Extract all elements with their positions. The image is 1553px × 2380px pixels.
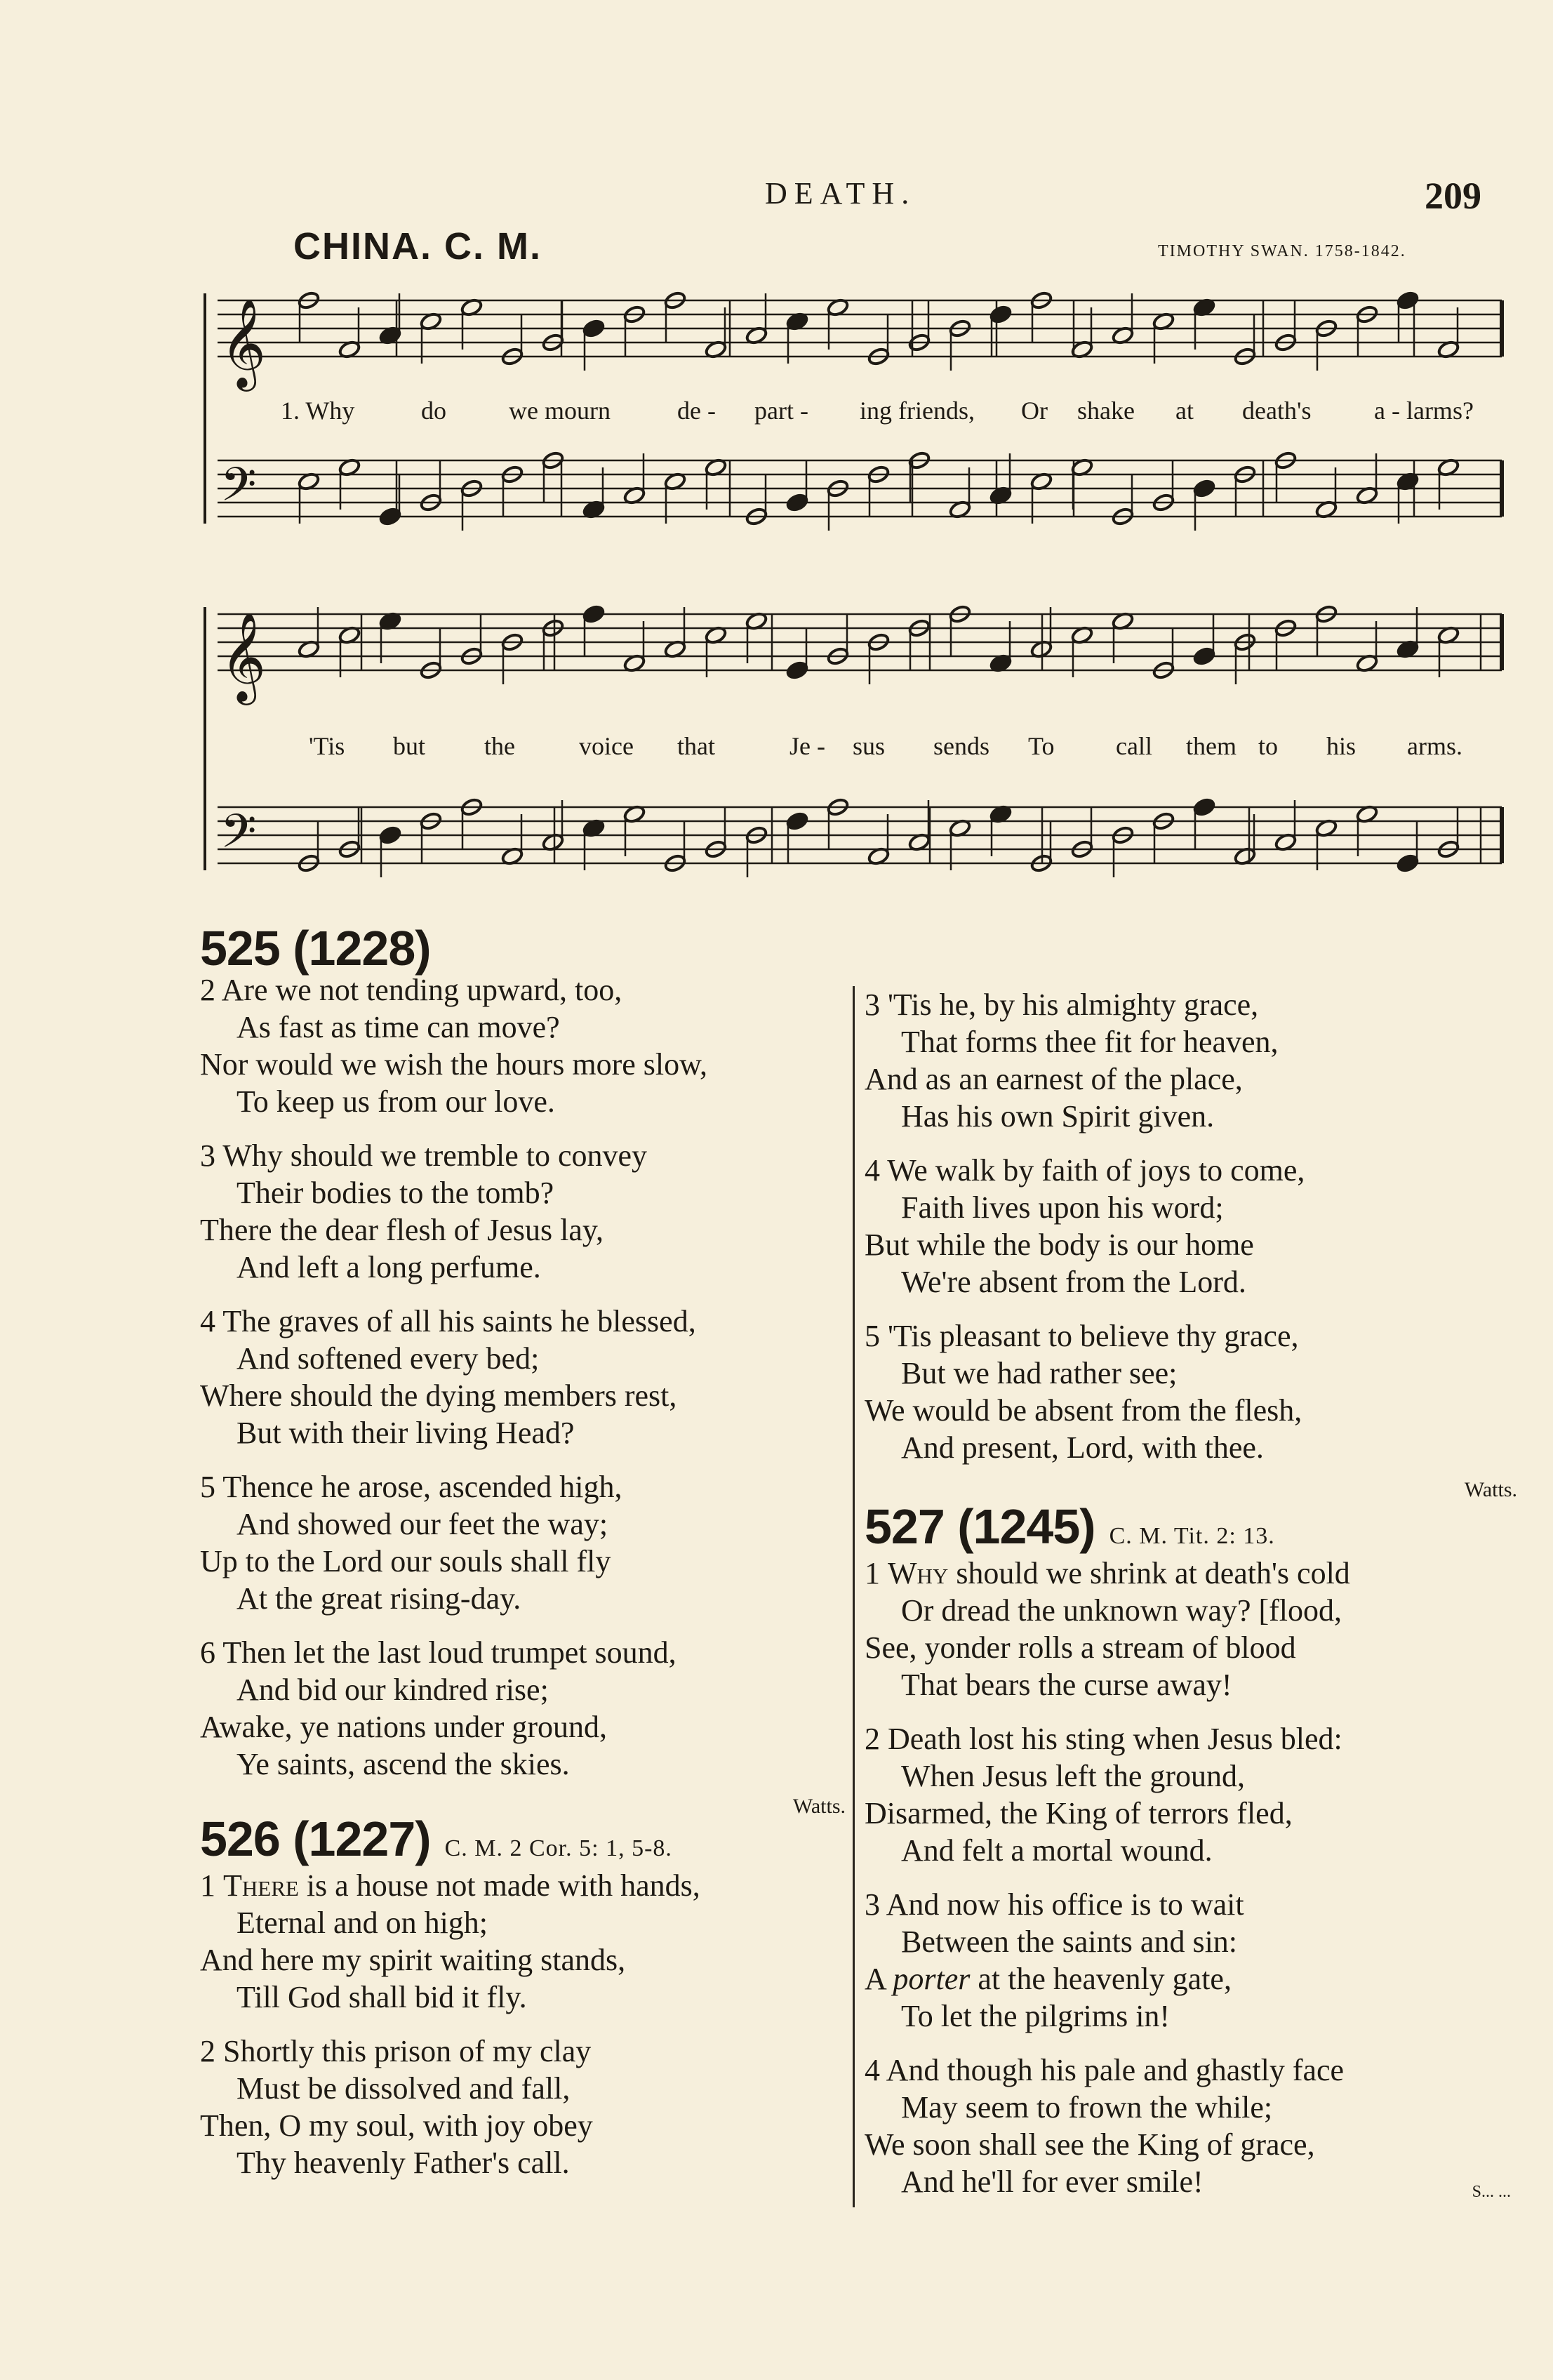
lyric-word: but (393, 732, 426, 760)
verse-line: 4 The graves of all his saints he blessed, (200, 1304, 696, 1338)
clef-icon: 𝄢 (220, 458, 257, 523)
lyric-word: shake (1077, 397, 1135, 425)
verse-line: And showed our feet the way; (236, 1507, 608, 1541)
note-head-icon (786, 660, 809, 680)
verse-line: We're absent from the Lord. (901, 1265, 1246, 1299)
verse-line: Has his own Spirit given. (901, 1099, 1215, 1134)
verse-line: And left a long perfume. (236, 1250, 541, 1284)
verse-line: Or dread the unknown way? [flood, (901, 1593, 1342, 1628)
note-head-icon (582, 319, 606, 338)
verse-line: And bid our kindred rise; (236, 1673, 549, 1707)
initial-word: There (223, 1868, 299, 1903)
continued-marker: S... ... (1472, 2183, 1511, 2201)
verse-text: should we shrink at death's cold (948, 1556, 1350, 1590)
left-column (200, 921, 846, 2198)
verse-line: Their bodies to the tomb? (236, 1176, 554, 1210)
verse-line: To let the pilgrims in! (901, 1999, 1171, 2033)
verse-text: is a house not made with hands, (298, 1868, 700, 1903)
verse-line: At the great rising-day. (236, 1581, 521, 1616)
lyric-word: 1. Why (281, 397, 355, 425)
verse-line: Faith lives upon his word; (901, 1190, 1224, 1225)
hymn-526-stanza (200, 2033, 846, 2181)
lyric-word: Je - (789, 732, 825, 760)
clef-icon: 𝄢 (220, 804, 257, 870)
verse-line: 4 We walk by faith of joys to come, (865, 1153, 1305, 1188)
hymn-527-stanza (865, 2052, 1517, 2200)
note-head-icon (786, 493, 809, 512)
lyric-word: at (1175, 397, 1194, 425)
note-head-icon (379, 507, 402, 526)
lyric-word: to (1258, 732, 1279, 760)
verse-line: 3 And now his office is to wait (865, 1887, 1244, 1922)
stanza (200, 1634, 846, 1783)
composer-credit: TIMOTHY SWAN. 1758-1842. (1158, 242, 1406, 260)
clef-icon: 𝄞 (220, 298, 267, 387)
verse-text: A (865, 1962, 893, 1996)
hymn-527-number: 527 (1245) (865, 1499, 1095, 1554)
verse-line: But with their living Head? (236, 1416, 575, 1450)
verse-line: When Jesus left the ground, (901, 1759, 1245, 1793)
lyric-word: voice (579, 732, 634, 760)
lyric-word: them (1186, 732, 1237, 760)
lyric-word: a - larms? (1374, 397, 1474, 425)
stanza-number: 1 (200, 1868, 223, 1903)
lyric-word: arms. (1407, 732, 1462, 760)
verse-line: That bears the curse away! (901, 1668, 1232, 1702)
verse-line: May seem to frown the while; (901, 2090, 1273, 2125)
verse-line: 5 'Tis pleasant to believe thy grace, (865, 1319, 1299, 1353)
note-head-icon (1193, 479, 1216, 498)
hymn-527-stanza (865, 1886, 1517, 2035)
verse-line: To keep us from our love. (236, 1084, 555, 1119)
verse-line: 3 'Tis he, by his almighty grace, (865, 988, 1259, 1022)
verse-line: And softened every bed; (236, 1341, 540, 1376)
lyric-word: 'Tis (309, 732, 345, 760)
lyric-word: To (1028, 732, 1055, 760)
lyric-word: sus (853, 732, 886, 760)
verse-line: We soon shall see the King of grace, (865, 2127, 1315, 2162)
verse-line: 5 Thence he arose, ascended high, (200, 1470, 622, 1504)
initial-word: Why (888, 1556, 949, 1590)
verse-line: Up to the Lord our souls shall fly (200, 1544, 611, 1578)
hymn-527-stanza (865, 1555, 1517, 1703)
note-head-icon (1193, 797, 1216, 817)
right-column (865, 986, 1517, 2217)
running-head: DEATH. (765, 176, 917, 211)
lyric-word: we mourn (509, 397, 611, 425)
hymn-525-author: Watts. (792, 1795, 846, 1818)
note-head-icon (1193, 646, 1216, 666)
hymn-527-meta: C. M. Tit. 2: 13. (1109, 1523, 1275, 1549)
stanza (200, 1137, 846, 1286)
stanza-number: 4 (865, 2053, 886, 2087)
verse-line (865, 1960, 1517, 1997)
lyric-word: the (484, 732, 515, 760)
note-head-icon (1397, 291, 1420, 310)
note-head-icon (1397, 853, 1420, 873)
verse-line: Where should the dying members rest, (200, 1378, 677, 1413)
verse-line: Must be dissolved and fall, (236, 2071, 571, 2106)
hymn-526-meta: C. M. 2 Cor. 5: 1, 5-8. (444, 1835, 672, 1861)
verse-line: 6 Then let the last loud trumpet sound, (200, 1635, 676, 1670)
verse-line: Then, O my soul, with joy obey (200, 2108, 593, 2143)
lyric-word: call (1116, 732, 1152, 760)
italic-word: porter (893, 1962, 971, 1996)
verse-line: That forms thee fit for heaven, (901, 1025, 1279, 1059)
verse-text: at the heavenly gate, (970, 1962, 1232, 1996)
verse-line: Awake, ye nations under ground, (200, 1710, 608, 1744)
column-divider (853, 986, 855, 2207)
verse-line: As fast as time can move? (236, 1010, 560, 1044)
stanza (865, 1317, 1517, 1466)
hymn-525-text (200, 971, 846, 1783)
verse-line: 2 Shortly this prison of my clay (200, 2034, 592, 2068)
verse-line: Disarmed, the King of terrors fled, (865, 1796, 1293, 1830)
verse-line: And felt a mortal wound. (901, 1833, 1213, 1868)
lyric-word: ing friends, (860, 397, 975, 425)
stanza (865, 1152, 1517, 1301)
hymn-525-number: 525 (1228) (200, 921, 431, 976)
page-number: 209 (1425, 175, 1481, 217)
hymn-526-number: 526 (1227) (200, 1811, 431, 1866)
verse-line: But we had rather see; (901, 1356, 1178, 1390)
clef-icon: 𝄞 (220, 611, 267, 701)
stanza (200, 971, 846, 1120)
verse-line: Ye saints, ascend the skies. (236, 1747, 570, 1781)
hymn-526-stanza (200, 1867, 846, 2016)
verse-line: Nor would we wish the hours more slow, (200, 1047, 708, 1082)
music-score (0, 0, 1553, 912)
stanza-number: 1 (865, 1556, 888, 1590)
verse-line: Between the saints and sin: (901, 1924, 1238, 1959)
tune-title: CHINA. C. M. (293, 225, 542, 267)
lyric-word: part - (754, 397, 808, 425)
note-head-icon (989, 305, 1013, 324)
lyric-word: that (677, 732, 715, 760)
verse-line: Eternal and on high; (236, 1906, 488, 1940)
stanza (200, 1303, 846, 1451)
lyric-word: Or (1021, 397, 1048, 425)
verse-line: Till God shall bid it fly. (236, 1980, 527, 2014)
verse-text: And though his pale and ghastly face (886, 2053, 1345, 2087)
lyric-word: do (421, 397, 446, 425)
verse-line: And here my spirit waiting stands, (200, 1943, 626, 1977)
lyric-word: de - (677, 397, 716, 425)
stanza (865, 986, 1517, 1135)
verse-line: And he'll for ever smile! (901, 2165, 1204, 2199)
note-head-icon (786, 811, 809, 831)
hymn-526-heading (200, 1811, 846, 1867)
verse-line: Thy heavenly Father's call. (236, 2146, 570, 2180)
verse-line (200, 1867, 846, 1904)
verse-line: There the dear flesh of Jesus lay, (200, 1213, 604, 1247)
verse-line: 2 Death lost his sting when Jesus bled: (865, 1722, 1342, 1756)
verse-line: 3 Why should we tremble to convey (200, 1138, 648, 1173)
stanza (200, 1468, 846, 1617)
hymn-527-heading (865, 1499, 1517, 1555)
hymn-526-continued (865, 986, 1517, 1466)
verse-line: We would be absent from the flesh, (865, 1393, 1302, 1428)
lyric-word: his (1326, 732, 1357, 760)
verse-line: See, yonder rolls a stream of blood (865, 1630, 1296, 1665)
lyric-word: death's (1242, 397, 1312, 425)
verse-line: But while the body is our home (865, 1228, 1254, 1262)
hymn-526-author: Watts. (1464, 1478, 1517, 1501)
verse-line (865, 2052, 1517, 2089)
verse-line: 2 Are we not tending upward, too, (200, 973, 622, 1007)
note-head-icon (379, 825, 402, 845)
verse-line: And as an earnest of the place, (865, 1062, 1243, 1096)
verse-line: And present, Lord, with thee. (901, 1430, 1264, 1465)
hymn-527-stanza (865, 1720, 1517, 1869)
verse-line (865, 1555, 1517, 1592)
lyric-word: sends (933, 732, 989, 760)
note-head-icon (582, 604, 606, 624)
